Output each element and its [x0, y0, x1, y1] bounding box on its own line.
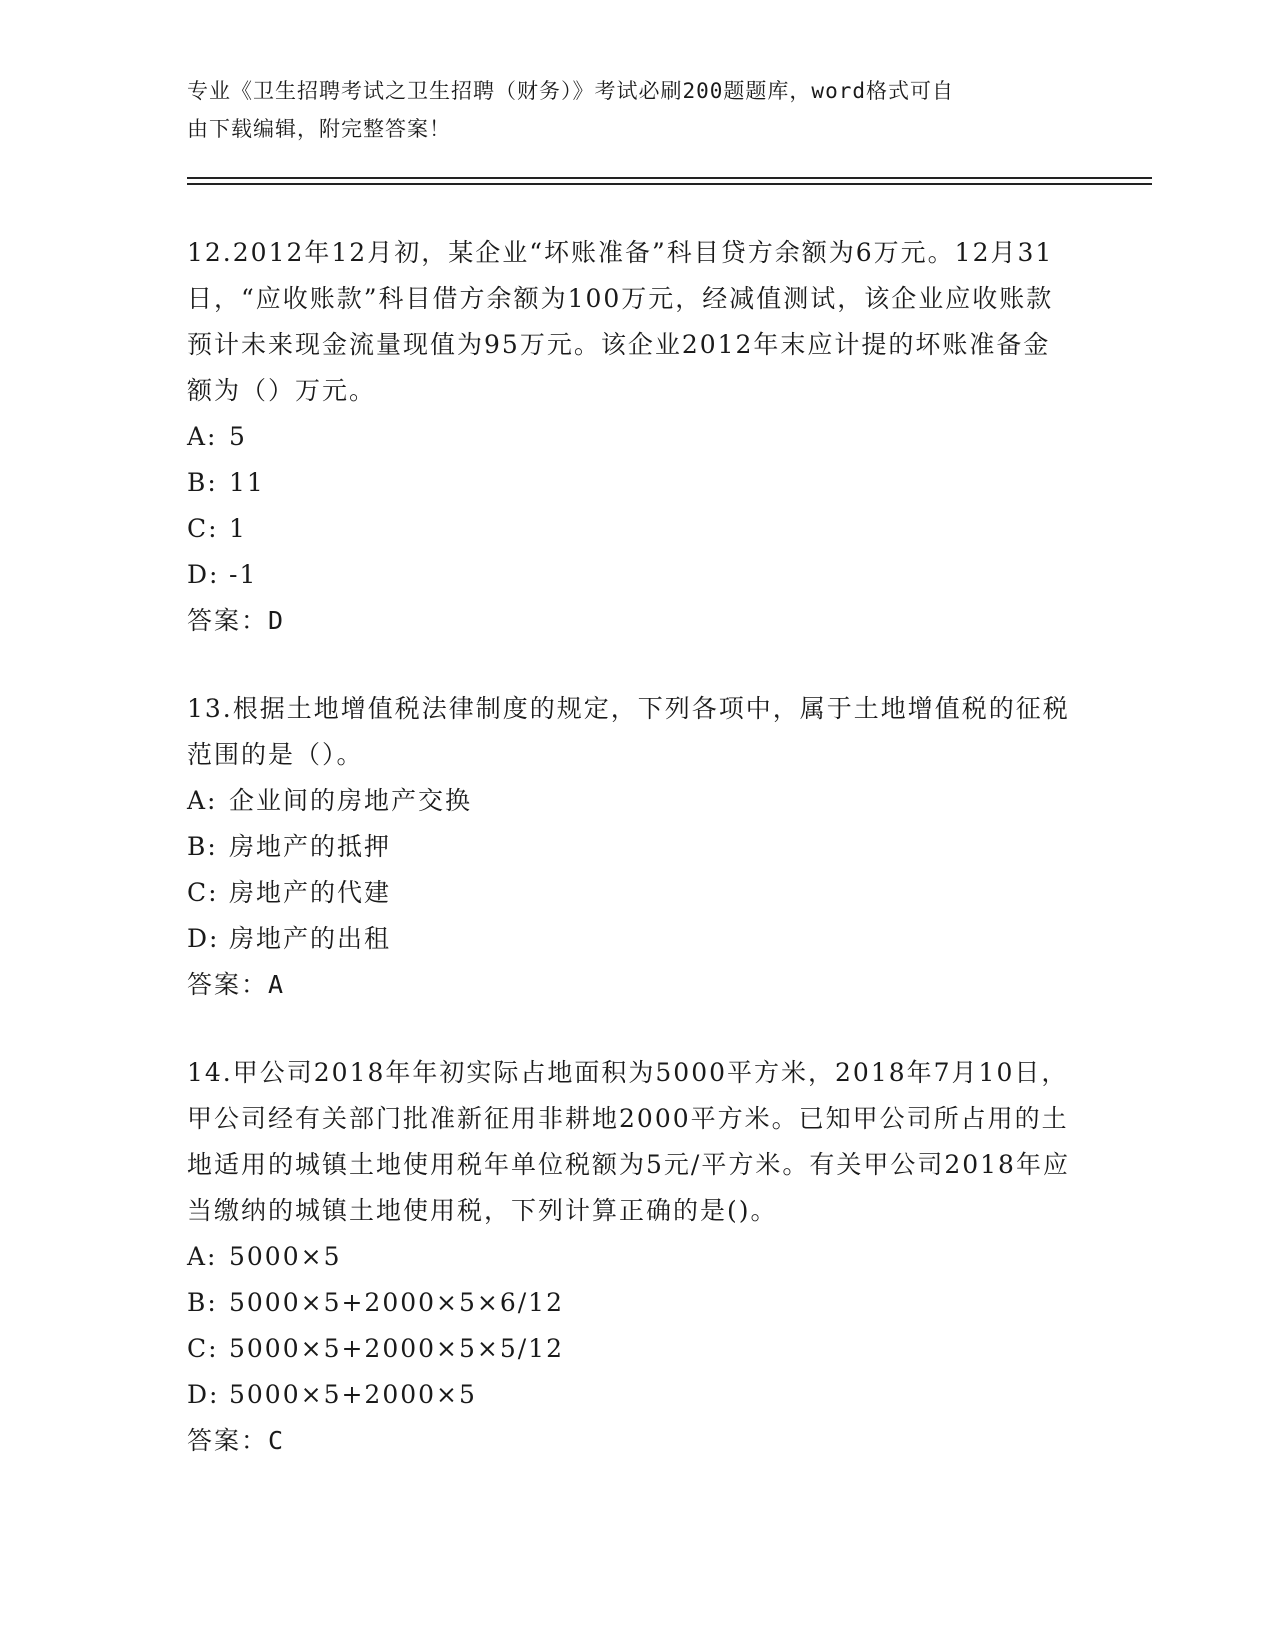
option-text: 5000×5+2000×5×6/12	[229, 1288, 564, 1317]
option-label: D:	[187, 924, 220, 953]
option-b	[187, 460, 1077, 506]
option-label: A:	[187, 422, 218, 451]
option-text: 企业间的房地产交换	[229, 786, 473, 815]
question-list	[187, 230, 1077, 1506]
option-a	[187, 1234, 1077, 1280]
option-text: 11	[229, 468, 265, 497]
option-text: 5000×5+2000×5×5/12	[229, 1334, 564, 1363]
option-c	[187, 1326, 1077, 1372]
option-c	[187, 506, 1077, 552]
option-text: 房地产的出租	[229, 924, 392, 953]
option-label: A:	[187, 786, 218, 815]
header-rule-bottom	[187, 183, 1152, 185]
option-c	[187, 870, 1077, 916]
header-line-1: 专业《卫生招聘考试之卫生招聘（财务）》考试必刷200题题库，word格式可自	[187, 79, 954, 103]
option-label: C:	[187, 878, 219, 907]
option-label: A:	[187, 1242, 218, 1271]
option-text: 房地产的抵押	[229, 832, 392, 861]
option-b	[187, 824, 1077, 870]
option-a	[187, 778, 1077, 824]
option-label: C:	[187, 514, 219, 543]
document-header	[187, 72, 1067, 148]
option-text: 5000×5	[229, 1242, 342, 1271]
option-d	[187, 1372, 1077, 1418]
option-label: B:	[187, 1288, 218, 1317]
option-label: B:	[187, 832, 218, 861]
question-14	[187, 1050, 1077, 1464]
question-13	[187, 686, 1077, 1008]
option-label: B:	[187, 468, 218, 497]
option-label: D:	[187, 560, 220, 589]
option-d	[187, 916, 1077, 962]
question-text: 12.2012年12月初，某企业“坏账准备”科目贷方余额为6万元。12月31日，“应收账款”科目借方余额为100万元，经减值测试，该企业应收账款预计未来现金流量现值为95万元。该企业2012年末应计提的坏账准备金额为（）万元。	[187, 238, 1054, 405]
option-label: C:	[187, 1334, 219, 1363]
header-line-2: 由下载编辑，附完整答案！	[187, 117, 451, 141]
option-text: 房地产的代建	[229, 878, 392, 907]
option-text: 1	[229, 514, 247, 543]
option-b	[187, 1280, 1077, 1326]
answer-line: 答案：D	[187, 606, 286, 635]
option-label: D:	[187, 1380, 220, 1409]
answer-line: 答案：A	[187, 970, 286, 999]
question-12	[187, 230, 1077, 644]
answer-line: 答案：C	[187, 1426, 286, 1455]
question-text: 14.甲公司2018年年初实际占地面积为5000平方米，2018年7月10日，甲公司经有关部门批准新征用非耕地2000平方米。已知甲公司所占用的土地适用的城镇土地使用税年单位税额为5元/平方米。有关甲公司2018年应当缴纳的城镇土地使用税，下列计算正确的是()。	[187, 1058, 1070, 1225]
option-text: 5000×5+2000×5	[229, 1380, 477, 1409]
question-text: 13.根据土地增值税法律制度的规定，下列各项中，属于土地增值税的征税范围的是（）。	[187, 694, 1070, 769]
header-rule-top	[187, 177, 1152, 179]
option-a	[187, 414, 1077, 460]
option-text: -1	[229, 560, 258, 589]
option-text: 5	[229, 422, 247, 451]
option-d	[187, 552, 1077, 598]
